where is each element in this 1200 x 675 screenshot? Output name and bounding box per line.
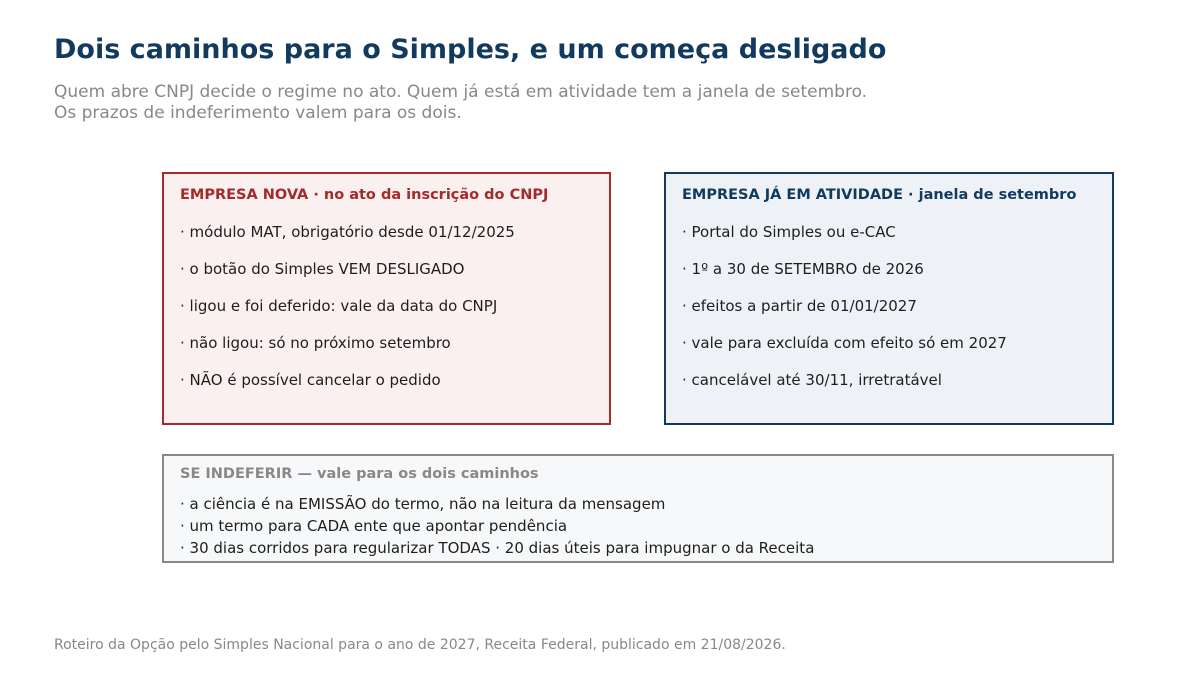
source-footnote: Roteiro da Opção pelo Simples Nacional para o ano de 2027, Receita Federal, publicado em 21/08/2026. (54, 637, 786, 653)
list-item: · efeitos a partir de 01/01/2027 (682, 297, 917, 315)
list-item: · módulo MAT, obrigatório desde 01/12/2025 (180, 223, 515, 241)
subtitle-line: Quem abre CNPJ decide o regime no ato. Quem já está em atividade tem a janela de setembro. (54, 82, 868, 102)
subtitle-line: Os prazos de indeferimento valem para os dois. (54, 103, 462, 123)
page-title: Dois caminhos para o Simples, e um começa desligado (54, 34, 887, 65)
list-item: · 30 dias corridos para regularizar TODAS · 20 dias úteis para impugnar o da Receita (180, 539, 815, 557)
list-item: · um termo para CADA ente que apontar pendência (180, 517, 568, 535)
list-item: · Portal do Simples ou e-CAC (682, 223, 896, 241)
indeferir-box (162, 454, 1114, 563)
empresa-ativa-heading: EMPRESA JÁ EM ATIVIDADE · janela de setembro (682, 187, 1077, 203)
list-item: · 1º a 30 de SETEMBRO de 2026 (682, 260, 924, 278)
list-item: · cancelável até 30/11, irretratável (682, 371, 942, 389)
empresa-nova-list (180, 221, 515, 406)
page-subtitle (54, 82, 867, 124)
empresa-ativa-box (664, 172, 1114, 425)
list-item: · vale para excluída com efeito só em 2027 (682, 334, 1007, 352)
empresa-ativa-list (682, 221, 1007, 406)
list-item: · ligou e foi deferido: vale da data do CNPJ (180, 297, 498, 315)
empresa-nova-heading: EMPRESA NOVA · no ato da inscrição do CNPJ (180, 187, 549, 203)
indeferir-heading: SE INDEFERIR — vale para os dois caminhos (180, 466, 539, 482)
list-item: · NÃO é possível cancelar o pedido (180, 371, 441, 389)
indeferir-list (180, 493, 814, 559)
list-item: · não ligou: só no próximo setembro (180, 334, 451, 352)
list-item: · o botão do Simples VEM DESLIGADO (180, 260, 465, 278)
list-item: · a ciência é na EMISSÃO do termo, não na leitura da mensagem (180, 495, 666, 513)
empresa-nova-box (162, 172, 611, 425)
